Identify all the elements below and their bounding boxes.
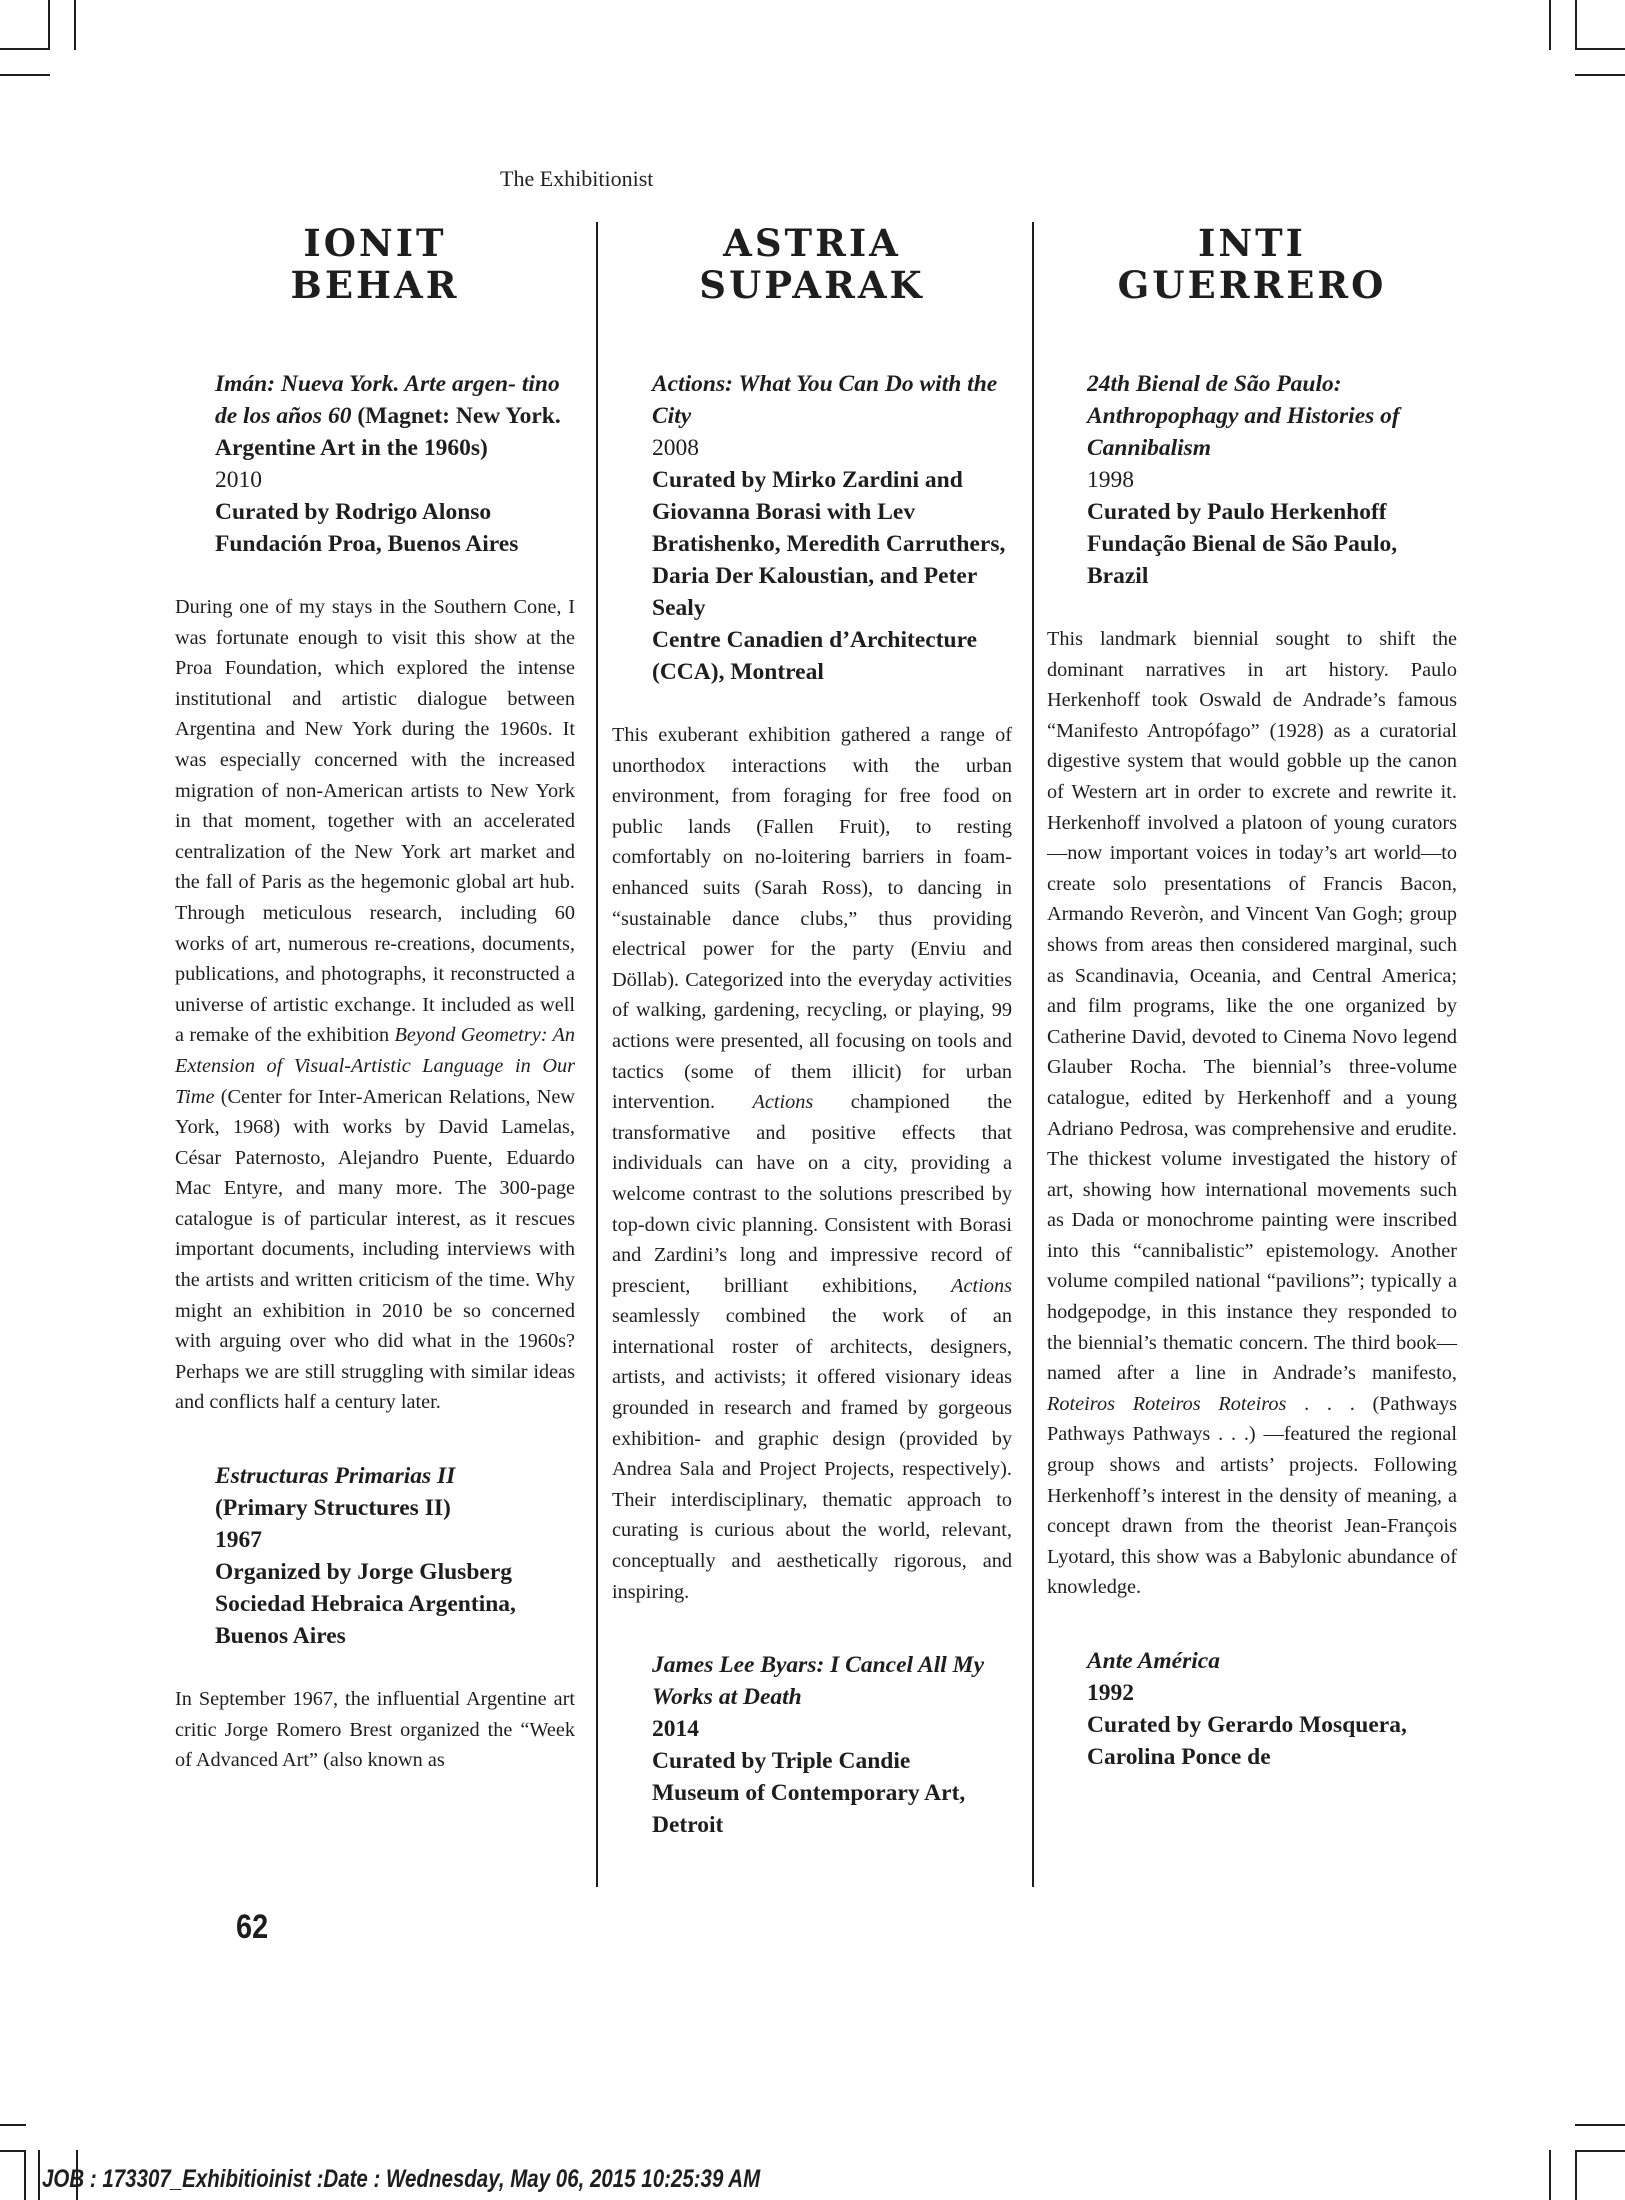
exhibition-text: This exuberant exhibition gathered a range of unorthodox interactions with the urban environment, from foraging for free food on public lands (Fallen Fruit), to resting comfortably on no-loitering barriers in foam-enhanced suits (Sarah Ross), to dancing in “sustainable dance clubs,” thus providing electrical power for the party (Enviu and Döllab). Categorized into the everyday activities of walking, gardening, recycling, or playing, 99 actions were presented, all focusing on tools and tactics (some of them illicit) for urban intervention. Actions championed the transformative and positive effects that individuals can have on a city, providing a welcome contrast to the solutions prescribed by top-down civic planning. Consistent with Borasi and Zardini’s long and impressive record of prescient, brilliant exhibitions, Actions seamlessly combined the work of an international roster of architects, designers, artists, and activists; it offered visionary ideas grounded in research and framed by gorgeous exhibition- and graphic design (provided by Andrea Sala and Project Projects, respectively). Their interdisciplinary, thematic approach to curating is curious about the world, relevant, conceptually and aesthetically rigorous, and inspiring. (612, 724, 1012, 1603)
exhibition-venue: Fundación Proa, Buenos Aires (215, 531, 519, 557)
column-astria-suparak (612, 222, 1012, 1873)
crop-mark (1575, 2150, 1577, 2200)
exhibition-venue: Centre Canadien d’Architecture (CCA), Montreal (652, 627, 978, 685)
exhibition-text: In September 1967, the influential Argentine art critic Jorge Romero Brest organized the “Week of Advanced Art” (also known as (175, 1688, 575, 1772)
exhibition-curator: Organized by Jorge Glusberg (215, 1559, 512, 1586)
crop-mark (24, 2150, 26, 2200)
exhibition-heading (175, 368, 575, 560)
crop-mark (1575, 2150, 1625, 2152)
crop-mark (1549, 2150, 1551, 2200)
exhibition-title: Ante América (1087, 1648, 1220, 1674)
exhibition-year: 2010 (215, 467, 262, 493)
print-job-slug: JOB : 173307_Exhibitioinist :Date : Wednesday, May 06, 2015 10:25:39 AM (42, 2165, 761, 2193)
exhibition-heading (1047, 368, 1457, 592)
exhibition-title-translation: (Primary Structures II) (215, 1495, 451, 1522)
exhibition-year: 1998 (1087, 467, 1134, 493)
exhibition-year: 1967 (215, 1527, 262, 1554)
crop-mark (0, 2150, 26, 2152)
exhibition-heading (175, 1460, 575, 1652)
column-ionit-behar (175, 222, 575, 1818)
column-divider (1032, 222, 1034, 1887)
exhibition-year: 2008 (652, 435, 699, 461)
exhibition-title-translation: (Magnet: New York. Argentine Art in the 1960s) (215, 403, 561, 461)
exhibition-text: During one of my stays in the Southern Cone, I was fortunate enough to visit this show at the Proa Foundation, which explored the intense institutional and artistic dialogue between Argentina and New York during the 1960s. It was especially concerned with the increased migration of non-American artists to New York in that moment, together with an accelerated centralization of the New York art market and the fall of Paris as the hegemonic global art hub. Through meticulous research, including 60 works of art, numerous re-creations, documents, publications, and photographs, it reconstructed a universe of artistic exchange. It included as well a remake of the exhibition Beyond Geometry: An Extension of Visual-Artistic Language in Our Time (Center for Inter-American Relations, New York, 1968) with works by David Lamelas, César Paternosto, Alejandro Puente, Eduardo Mac Entyre, and many more. The 300-page catalogue is of particular interest, as it rescues important documents, including interviews with the artists and written criticism of the time. Why might an exhibition in 2010 be so concerned with arguing over who did what in the 1960s? Perhaps we are still struggling with similar ideas and conflicts half a century later. (175, 596, 575, 1414)
exhibition-title: Estructuras Primarias II (215, 1463, 456, 1490)
crop-mark (1575, 0, 1577, 50)
running-head: The Exhibitionist (500, 166, 654, 191)
column-inti-guerrero (1047, 222, 1457, 1805)
crop-mark (1575, 48, 1625, 50)
exhibition-curator: Curated by Mirko Zardini and Giovanna Borasi with Lev Bratishenko, Meredith Carruthers, Daria Der Kaloustian, and Peter Sealy (652, 467, 1006, 621)
exhibition-curator: Curated by Triple Candie (652, 1748, 911, 1775)
column-divider (596, 222, 598, 1887)
exhibition-heading (612, 368, 1012, 688)
exhibition-title: 24th Bienal de São Paulo: Anthropophagy and Histories of Cannibalism (1087, 371, 1400, 461)
exhibition-year: 2014 (652, 1716, 699, 1743)
exhibition-title: James Lee Byars: I Cancel All My Works at Death (652, 1652, 985, 1711)
exhibition-curator: Curated by Gerardo Mosquera, Carolina Ponce de (1087, 1712, 1407, 1770)
exhibition-venue: Fundação Bienal de São Paulo, Brazil (1087, 531, 1398, 589)
crop-mark (38, 2150, 40, 2200)
exhibition-heading (1047, 1645, 1457, 1773)
exhibition-title: Imán: Nueva York. Arte argen- tino de los años 60 (215, 371, 560, 429)
crop-mark (0, 48, 50, 50)
crop-mark (48, 0, 50, 50)
exhibition-heading (612, 1649, 1012, 1841)
exhibition-curator: Curated by Paulo Herkenhoff (1087, 499, 1387, 525)
exhibition-venue: Museum of Contemporary Art, Detroit (652, 1780, 966, 1839)
crop-mark (1575, 2124, 1625, 2126)
exhibition-curator: Curated by Rodrigo Alonso (215, 499, 492, 525)
exhibition-title: Actions: What You Can Do with the City (652, 371, 998, 429)
author-name: ASTRIA SUPARAK (699, 221, 925, 307)
page-number: 62 (236, 1908, 269, 1946)
crop-mark (74, 0, 76, 50)
crop-mark (1549, 0, 1551, 50)
exhibition-text: This landmark biennial sought to shift the dominant narratives in art history. Paulo Herkenhoff took Oswald de Andrade’s famous “Manifesto Antropófago” (1928) as a curatorial digestive system that would gobble up the canon of Western art in order to excrete and rewrite it. Herkenhoff involved a platoon of young curators—now important voices in today’s art world—to create solo presentations of Francis Bacon, Armando Reveròn, and Vincent Van Gogh; group shows from areas then considered marginal, such as Scandinavia, Oceania, and Central America; and film programs, like the one organized by Catherine David, devoted to Cinema Novo legend Glauber Rocha. The biennial’s three-volume catalogue, edited by Herkenhoff and a young Adriano Pedrosa, was comprehensive and erudite. The thickest volume investigated the history of art, showing how international movements such as Dada or monochrome painting were inscribed into this “cannibalistic” epistemology. Another volume compiled national “pavilions”; typically a hodgepodge, in this instance they responded to the biennial’s thematic concern. The third book—named after a line in Andrade’s manifesto, Roteiros Roteiros Roteiros . . . (Pathways Pathways Pathways . . .) —featured the regional group shows and artists’ projects. Following Herkenhoff’s interest in the density of meaning, a concept drawn from the theorist Jean-François Lyotard, this show was a Babylonic abundance of knowledge. (1047, 628, 1458, 1599)
exhibition-year: 1992 (1087, 1680, 1134, 1706)
author-name: INTI GUERRERO (1117, 221, 1387, 307)
crop-mark (1575, 74, 1625, 76)
author-name: IONIT BEHAR (290, 221, 460, 307)
crop-mark (0, 74, 50, 76)
crop-mark (0, 2124, 26, 2126)
exhibition-venue: Sociedad Hebraica Argentina, Buenos Aires (215, 1591, 516, 1650)
